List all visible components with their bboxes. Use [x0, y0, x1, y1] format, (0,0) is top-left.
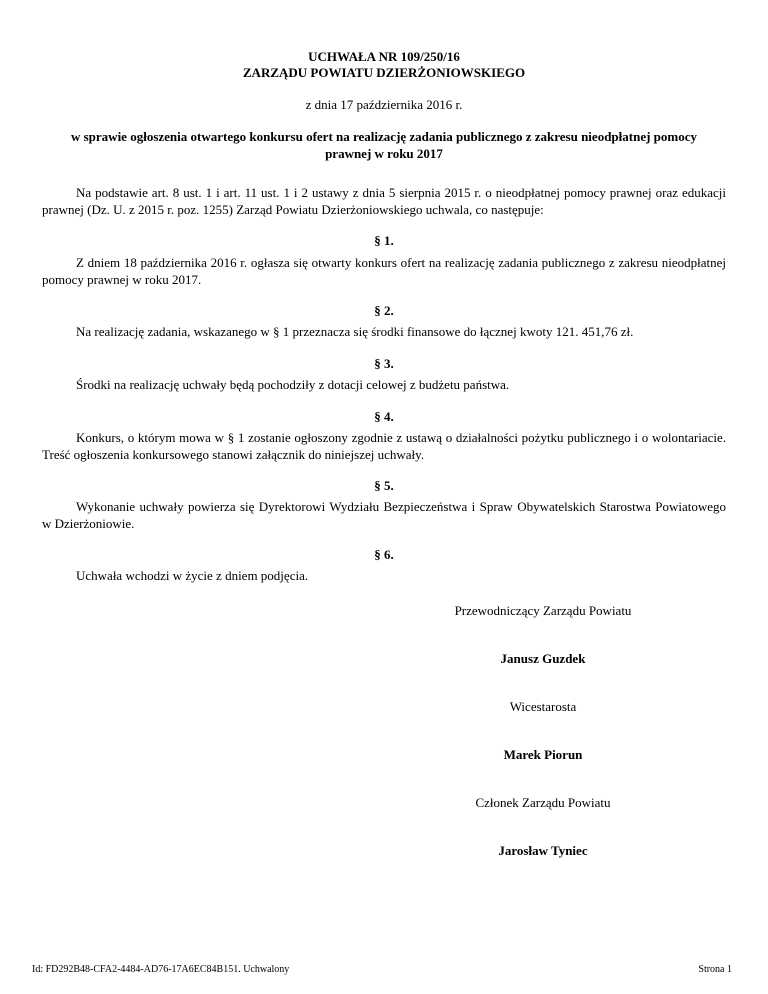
document-page	[32, 0, 732, 994]
section-text: Z dniem 18 października 2016 r. ogłasza się otwarty konkurs ofert na realizację zadania publicznego z zakresu nieodpłatnej pomocy prawnej w roku 2017.	[42, 255, 726, 287]
signatory-name: Janusz Guzdek	[500, 651, 586, 666]
section-text: Konkurs, o którym mowa w § 1 zostanie ogłoszony zgodnie z ustawą o działalności pożytku publicznego i o wolontariacie. Treść ogłoszenia konkursowego stanowi załącznik do niniejszej uchwały.	[42, 430, 726, 462]
resolution-date: z dnia 17 października 2016 r.	[305, 97, 463, 112]
resolution-subject: w sprawie ogłoszenia otwartego konkursu ofert na realizację zadania publicznego z zakresu nieodpłatnej pomocy prawnej w roku 2017	[70, 129, 697, 161]
section-heading: § 2.	[374, 303, 394, 318]
issuing-body: ZARZĄDU POWIATU DZIERŻONIOWSKIEGO	[242, 65, 526, 80]
resolution-number: UCHWAŁA NR 109/250/16	[308, 49, 460, 64]
section-heading: § 5.	[374, 478, 394, 493]
section-heading: § 4.	[374, 409, 394, 424]
section-heading: § 6.	[374, 547, 394, 562]
section-text: Na realizację zadania, wskazanego w § 1 przeznacza się środki finansowe do łącznej kwoty 121. 451,76 zł.	[76, 324, 634, 339]
section-text: Uchwała wchodzi w życie z dniem podjęcia.	[76, 568, 309, 583]
signatory-role: Członek Zarządu Powiatu	[475, 795, 611, 810]
section-heading: § 1.	[374, 233, 394, 248]
document-id: Id: FD292B48-CFA2-4484-AD76-17A6EC84B151. Uchwalony	[32, 964, 290, 975]
preamble: Na podstawie art. 8 ust. 1 i art. 11 ust. 1 i 2 ustawy z dnia 5 sierpnia 2015 r. o nieodpłatnej pomocy prawnej oraz edukacji prawnej (Dz. U. z 2015 r. poz. 1255) Zarząd Powiatu Dzierżoniowskiego uchwala, co następuje:	[42, 185, 726, 217]
page-number: Strona 1	[698, 964, 732, 975]
section-text: Środki na realizację uchwały będą pochodziły z dotacji celowej z budżetu państwa.	[76, 377, 510, 392]
section-heading: § 3.	[374, 356, 394, 371]
signatory-role: Przewodniczący Zarządu Powiatu	[454, 603, 632, 618]
signatory-name: Jarosław Tyniec	[498, 843, 588, 858]
section-text: Wykonanie uchwały powierza się Dyrektorowi Wydziału Bezpieczeństwa i Spraw Obywatelskich Starostwa Powiatowego w Dzierżoniowie.	[42, 499, 726, 531]
signatory-role: Wicestarosta	[509, 699, 577, 714]
signatory-name: Marek Piorun	[503, 747, 583, 762]
